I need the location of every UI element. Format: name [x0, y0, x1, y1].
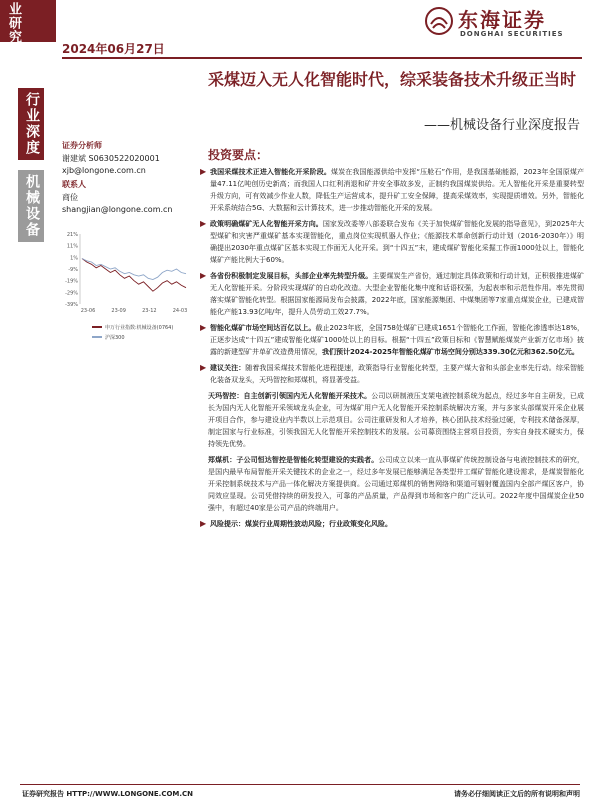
x-tick-label: 23-06: [80, 308, 96, 314]
highlight-paragraph: [198, 218, 584, 266]
sidebar-top-label: 业研究: [6, 2, 21, 44]
paragraph-highlight: 煤炭行业周期性波动风险；行业政策变化风险。: [245, 520, 392, 528]
paragraph-lead: 建议关注：: [210, 364, 246, 372]
company-logo: [424, 4, 574, 44]
analyst-email: xjb@longone.com.cn: [62, 166, 146, 175]
contact-email: shangjian@longone.com.cn: [62, 205, 173, 214]
contact-label: 联系人: [62, 180, 86, 189]
paragraph-lead: 各省份积极制定发展目标，头部企业率先转型升级。: [210, 272, 373, 280]
contact-name: 商俭: [62, 193, 78, 202]
paragraph-lead: 智能化煤矿市场空间达百亿以上。: [210, 324, 316, 332]
paragraph-text: 公司以研制液压支架电液控制系统为起点，经过多年自主研发，已成长为国内无人化智能开采领域龙头企业，可为煤矿用户无人化智能开采控制系统解决方案，并与多家头部煤炭开采企业展开项目合作，参与建设业内半数以上示范项目。公司注重研发和人才培养，核心团队技术经验过硬，专利技术储备深厚，制定国家与行业标准，引领我国无人化智能开采控制技术的发展。公司募资围绕主营项目投资，夯实自身技术硬实力，保持领先优势。: [208, 392, 585, 448]
paragraph-lead: 郑煤机：子公司恒达智控是智能化转型建设的实践者。: [208, 456, 379, 464]
series-line-1: [82, 259, 186, 280]
highlight-paragraph: [198, 322, 584, 358]
highlight-paragraph: [198, 270, 584, 318]
y-tick-label: -39%: [65, 302, 78, 308]
logo-text-cn: 东海证券: [458, 8, 546, 32]
paragraph-text: 随着我国采煤技术智能化进程提速，政策指导行业智能化转型，主要产煤大省和头部企业率先行动。综采智能化装备双龙头，天玛智控和郑煤机，将显著受益。: [210, 364, 585, 384]
report-title: 采煤迈入无人化智能时代，综采装备技术升级正当时: [208, 70, 577, 89]
header-divider: [62, 57, 582, 59]
legend-label: 沪深300: [105, 334, 125, 341]
highlight-paragraph: [198, 390, 584, 450]
paragraph-text: 公司成立以来一直从事煤矿传统控制设备与电液控制技术的研究，是国内最早布局智能开采关键技术的企业之一，经过多年发展已能够满足各类型井工煤矿智能化建设需求，是煤炭智能化开采控制系统技术与产品一体化解决方案提供商。公司通过郑煤机的销售网络和渠道可辐射覆盖国内全部产煤区客户，协同效应显现。公司凭借持续的研发投入，可靠的产品质量，产品得到市场和客户的广泛认可。2022年度中国煤炭企业50强中，有超过40家是公司产品的终端用户。: [208, 456, 585, 512]
legend-item: [92, 322, 173, 332]
paragraph-text: 国家发改委等八部委联合发布《关于加快煤矿智能化发展的指导意见》，到2025年大型煤矿和灾害严重煤矿基本实现智能化，重点岗位实现机器人作业；《能源技术革命创新行动计划（2016-2030年）》明确提出2030年重点煤矿区基本实现工作面无人化开采。到“十四五”末，建成煤矿智能化采掘工作面1000处以上，智能化煤矿产能比例大于60%。: [210, 220, 584, 264]
footer-disclaimer: 请务必仔细阅读正文后的所有说明和声明: [454, 790, 580, 798]
paragraph-text: 截止2023年底，全国758处煤矿已建成1651个智能化工作面，智能化渗透率达18%，正逐步达成“十四五”建成智能化煤矿1000处以上的目标。根据“十四五”政策目标和《智慧赋能煤炭产业新万亿市场》披露的新建型矿井单矿改造费用情况，: [210, 324, 584, 356]
analyst-label: 证券分析师: [62, 141, 102, 150]
y-tick-label: -29%: [65, 290, 78, 297]
bullet-arrow-icon: ▶: [200, 219, 207, 228]
paragraph-text: 煤炭在我国能源供给中发挥“压舱石”作用，是我国基础能源，2023年全国原煤产量47.11亿吨创历史新高；而我国人口红利消退和矿井安全事故多发，正制约我国煤炭供给。无人智能化开采是重要转型升级方向，可有效减少作业人数，降低生产运营成本，提升矿工安全保障，提高采煤效率，实现提质增效。另外，智能化开采系统结合5G、大数据和云计算技术，进一步推动智能化开采的发展。: [210, 168, 584, 212]
logo-mark-icon: [424, 6, 454, 36]
investment-highlights-body: [198, 166, 584, 534]
logo-text-en: DONGHAI SECURITIES: [460, 30, 564, 38]
report-subtitle: ——机械设备行业深度报告: [423, 118, 580, 133]
y-tick-label: -9%: [68, 267, 78, 273]
legend-item: [92, 332, 173, 342]
analyst-name: 谢建斌 S0630522020001: [62, 154, 160, 163]
y-tick-label: 1%: [70, 255, 78, 262]
paragraph-lead: 天玛智控：自主创新引领国内无人化智能开采技术。: [208, 392, 372, 400]
sidebar: [0, 0, 56, 800]
x-tick-label: 23-09: [111, 308, 126, 314]
paragraph-lead: 我国采煤技术正进入智能化开采阶段。: [210, 168, 331, 176]
legend-label: 申万行业指数:机械设备(0764): [105, 324, 174, 331]
bullet-arrow-icon: ▶: [200, 363, 207, 372]
highlight-paragraph: [198, 362, 584, 386]
y-tick-label: 11%: [66, 243, 78, 250]
legend-swatch: [92, 336, 102, 338]
paragraph-lead: 风险提示：: [210, 520, 245, 528]
industry-label: 机械设备: [24, 174, 40, 238]
paragraph-lead: 政策明确煤矿无人化智能开采方向。: [210, 220, 323, 228]
report-type-label: 行业深度: [24, 92, 40, 156]
bullet-arrow-icon: ▶: [200, 323, 207, 332]
highlight-paragraph: [198, 454, 584, 514]
footer-website: 证券研究报告 HTTP://WWW.LONGONE.COM.CN: [22, 790, 194, 798]
bullet-arrow-icon: ▶: [200, 167, 207, 176]
y-tick-label: -19%: [65, 278, 78, 285]
chart-svg: [62, 228, 192, 320]
paragraph-highlight: 我们预计2024-2025年智能化煤矿市场空间分别达339.30亿元和362.50亿元。: [322, 348, 579, 356]
report-date: 2024年06月27日: [62, 42, 165, 56]
investment-highlights-title: 投资要点：: [208, 148, 269, 162]
x-tick-label: 24-03: [172, 308, 188, 314]
paragraph-text: 主要煤炭生产省份，通过制定具体政策和行动计划，正积极推进煤矿无人化智能开采。分阶段实现煤矿的自动化改造。大型企业智能化集中度和话语权强，为起表率和示范性作用。率先贯彻落实煤矿智能化转型。根据国家能源局发布会披露，2022年底，国家能源集团、中煤集团等7家重点煤炭企业，已建成智能化产能13.93亿吨/年，提升人员劳动工效27.7%。: [210, 272, 585, 316]
footer-divider: [20, 784, 580, 785]
chart-legend: [92, 322, 173, 342]
highlight-paragraph: [198, 518, 584, 530]
legend-swatch: [92, 326, 102, 328]
highlight-paragraph: [198, 166, 584, 214]
x-tick-label: 23-12: [142, 308, 157, 314]
bullet-arrow-icon: ▶: [200, 271, 207, 280]
y-tick-label: 21%: [66, 232, 78, 238]
bullet-arrow-icon: ▶: [200, 519, 207, 528]
